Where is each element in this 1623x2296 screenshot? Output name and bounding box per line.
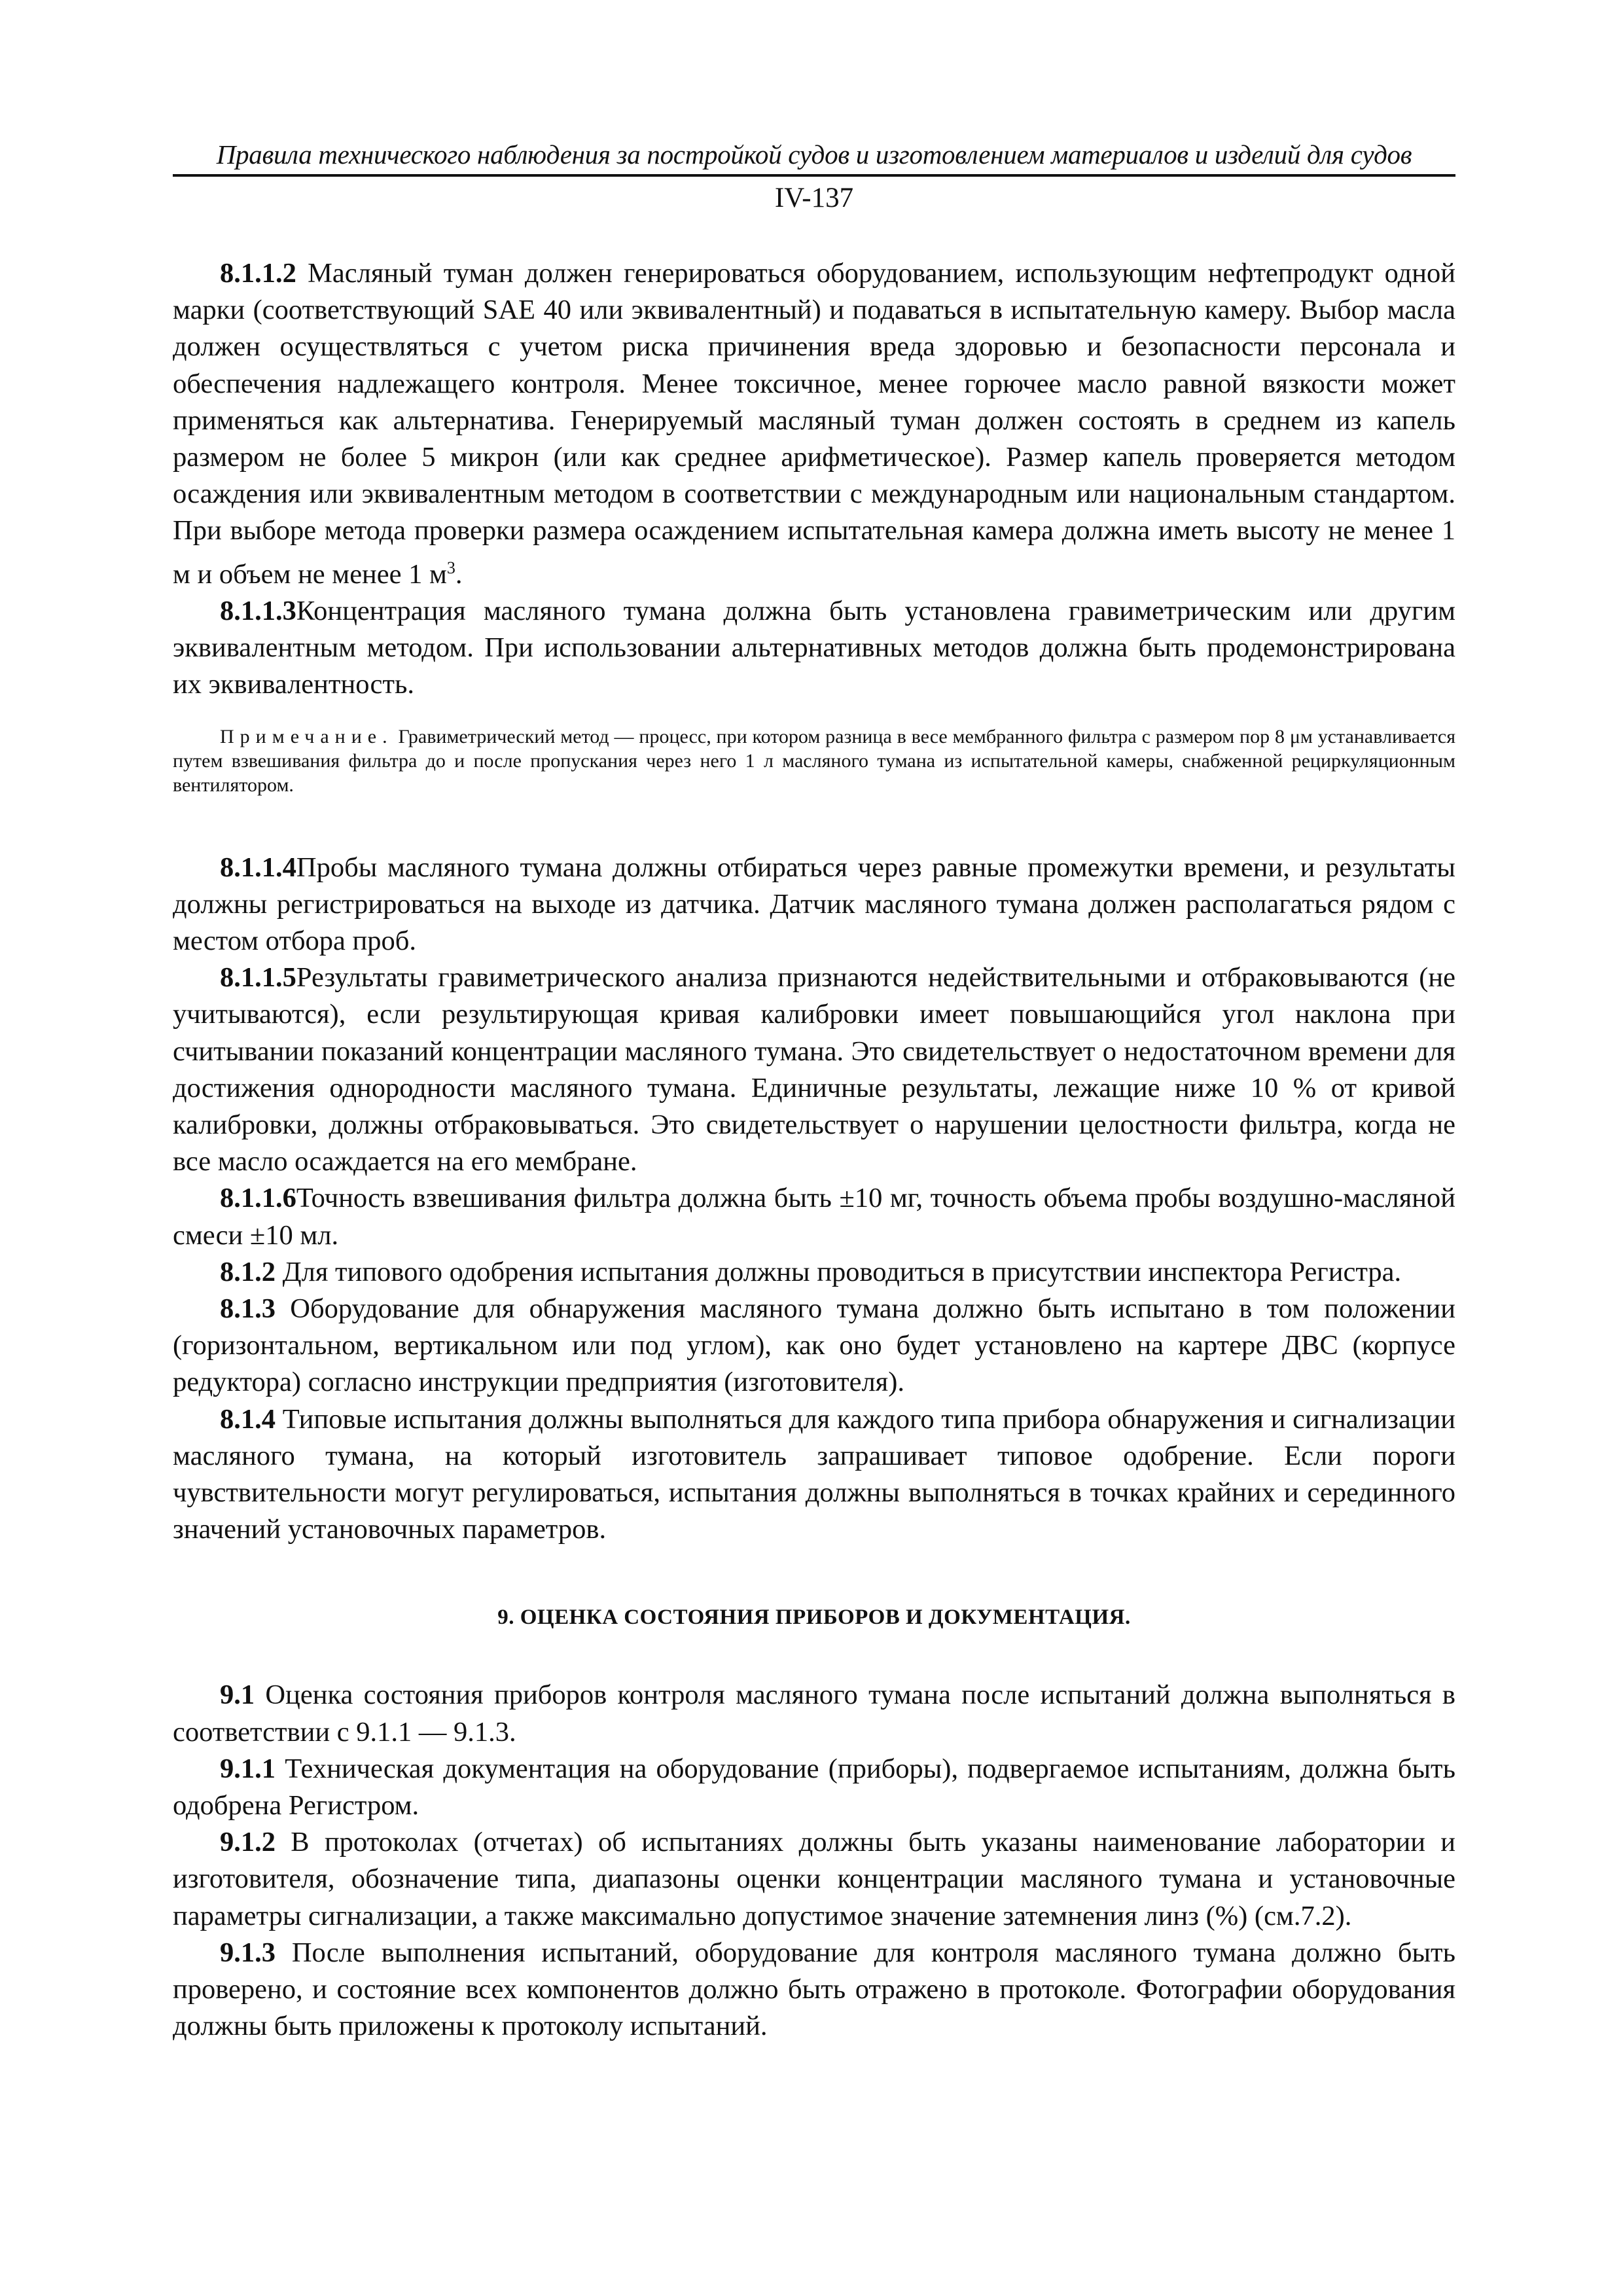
paragraph-text: Результаты гравиметрического анализа признаются недействительными и отбраковываются (не учитываются), если результирующая кривая калибровки имеет повышающийся угол наклона при считывании показаний концентрации масляного тумана. Это свидетельствует о недостаточном времени для достижения однородности масляного тумана. Единичные результаты, лежащие ниже 10 % от кривой калибровки, должны отбраковываться. Это свидетельствует о нарушении целостности фильтра, когда не все масло осаждается на его мембране. (173, 962, 1455, 1177)
paragraph-8-1-1-4 (173, 850, 1455, 960)
clause-number: 8.1.1.5 (220, 962, 296, 994)
paragraph-8-1-3 (173, 1291, 1455, 1401)
paragraph-text: Концентрация масляного тумана должна быть установлена гравиметрическим или другим эквивалентным методом. При использовании альтернативных методов должна быть продемонстрирована их эквивалентность. (173, 595, 1455, 700)
clause-number: 8.1.1.4 (220, 852, 296, 883)
clause-number: 9.1.1 (220, 1753, 276, 1784)
paragraph-8-1-2 (173, 1254, 1455, 1291)
paragraph-8-1-1-6 (173, 1180, 1455, 1253)
header-rule (173, 174, 1455, 177)
paragraph-text: Масляный туман должен генерироваться оборудованием, использующим нефтепродукт одной марки (соответствующий SAE 40 или эквивалентный) и подаваться в испытательную камеру. Выбор масла должен осуществляться с учетом риска причинения вреда здоровью и безопасности персонала и обеспечения надлежащего контроля. Менее токсичное, менее горючее масло равной вязкости может применяться как альтернатива. Генерируемый масляный туман должен состоять в среднем из капель размером не более 5 микрон (или как среднее арифметическое). Размер капель проверяется методом осаждения или эквивалентным методом в соответствии с международным или национальным стандартом. При выборе метода проверки размера осаждением испытательная камера должна иметь высоту не менее 1 м и объем не менее 1 м (173, 258, 1455, 590)
section-heading: 9. ОЦЕНКА СОСТОЯНИЯ ПРИБОРОВ И ДОКУМЕНТАЦИЯ. (497, 1605, 1131, 1630)
note-label: Примечание. (220, 725, 393, 747)
paragraph-9-1 (173, 1677, 1455, 1750)
paragraph-text: Техническая документация на оборудование (приборы), подвергаемое испытаниям, должна быть одобрена Регистром. (173, 1753, 1455, 1821)
paragraph-text: В протоколах (отчетах) об испытаниях должны быть указаны наименование лаборатории и изготовителя, обозначение типа, диапазоны оценки концентрации масляного тумана и установочные параметры сигнализации, а также максимально допустимое значение затемнения линз (%) (см.7.2). (173, 1827, 1455, 1931)
paragraph-text: Типовые испытания должны выполняться для каждого типа прибора обнаружения и сигнализации масляного тумана, на который изготовитель запрашивает типовое одобрение. Если пороги чувствительности могут регулироваться, испытания должны выполняться в точках крайних и серединного значений установочных параметров. (173, 1403, 1455, 1545)
paragraph-text: Точность взвешивания фильтра должна быть ±10 мг, точность объема пробы воздушно-масляной смеси ±10 мл. (173, 1183, 1455, 1251)
paragraph-text: Оценка состояния приборов контроля масляного тумана после испытаний должна выполняться в соответствии с 9.1.1 — 9.1.3. (173, 1679, 1455, 1748)
clause-number: 9.1.2 (220, 1827, 276, 1858)
paragraph-text: Пробы масляного тумана должны отбираться через равные промежутки времени, и результаты должны регистрироваться на выходе из датчика. Датчик масляного тумана должен располагаться рядом с местом отбора проб. (173, 852, 1455, 956)
clause-number: 8.1.1.6 (220, 1183, 296, 1214)
paragraph-text: После выполнения испытаний, оборудование для контроля масляного тумана должно быть проверено, и состояние всех компонентов должно быть отражено в протоколе. Фотографии оборудования должны быть приложены к протоколу испытаний. (173, 1937, 1455, 2042)
paragraph-tail: . (455, 558, 463, 590)
page-number: IV-137 (774, 183, 854, 213)
note-text: Гравиметрический метод — процесс, при котором разница в весе мембранного фильтра с размером пор 8 μм устанавливается путем взвешивания фильтра до и после пропускания через него 1 л масляного тумана из испытательной камеры, снабженной рециркуляционным вентилятором. (173, 725, 1455, 796)
running-header: Правила технического наблюдения за постройкой судов и изготовлением материалов и изделий для судов (216, 139, 1412, 170)
clause-number: 9.1.3 (220, 1937, 276, 1968)
paragraph-text: Оборудование для обнаружения масляного тумана должно быть испытано в том положении (горизонтальном, вертикальном или под углом), как оно будет установлено на картере ДВС (корпусе редуктора) согласно инструкции предприятия (изготовителя). (173, 1293, 1455, 1398)
clause-number: 8.1.1.2 (220, 258, 296, 289)
paragraph-8-1-4 (173, 1401, 1455, 1549)
paragraph-8-1-1-3 (173, 593, 1455, 704)
note (173, 725, 1455, 797)
body-text (173, 255, 1455, 2045)
document-page (173, 137, 1455, 2045)
paragraph-8-1-1-5 (173, 960, 1455, 1180)
paragraph-8-1-1-2 (173, 255, 1455, 593)
superscript: 3 (446, 558, 455, 577)
clause-number: 9.1 (220, 1679, 255, 1711)
paragraph-9-1-3 (173, 1935, 1455, 2045)
paragraph-9-1-2 (173, 1824, 1455, 1935)
paragraph-9-1-1 (173, 1751, 1455, 1824)
clause-number: 8.1.1.3 (220, 595, 296, 626)
clause-number: 8.1.3 (220, 1293, 276, 1325)
clause-number: 8.1.4 (220, 1403, 276, 1435)
paragraph-text: Для типового одобрения испытания должны проводиться в присутствии инспектора Регистра. (276, 1256, 1402, 1287)
clause-number: 8.1.2 (220, 1256, 276, 1287)
